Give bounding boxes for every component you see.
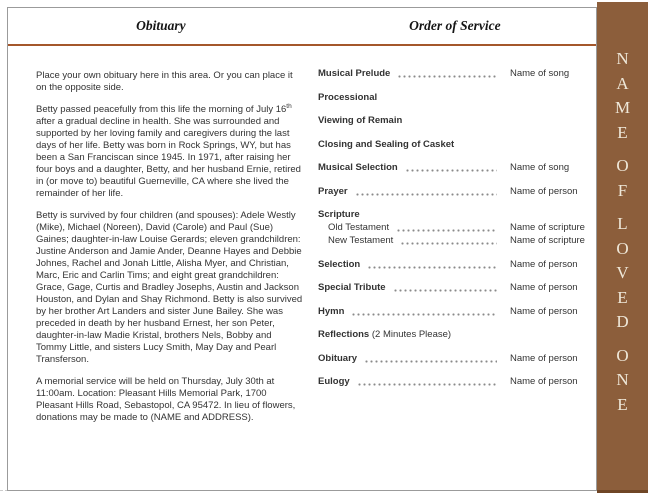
sidebar-letter: N: [616, 49, 629, 68]
dotted-leader: [396, 221, 497, 232]
order-item-prayer: [318, 184, 596, 197]
order-item-new-testament: [318, 233, 596, 246]
name-of-loved-one-sidebar: [597, 2, 648, 493]
order-item-value: Name of person: [510, 376, 578, 387]
order-item-scripture: [318, 207, 596, 220]
order-item-special-tribute: [318, 280, 596, 293]
order-item-hymn: [318, 304, 596, 317]
obituary-section-title: Obituary: [136, 18, 186, 33]
obituary-paragraph-placeholder: Place your own obituary here in this area. Or you can place it on the opposite side.: [36, 70, 293, 93]
program-page: [7, 7, 597, 491]
dotted-leader: [400, 234, 497, 245]
sidebar-letter: A: [616, 73, 629, 93]
sidebar-letter: N: [616, 370, 629, 389]
sidebar-letter: O: [616, 156, 629, 175]
order-of-service-section-title: Order of Service: [409, 18, 501, 33]
order-item-obituary: [318, 351, 596, 364]
order-item-old-testament: [318, 220, 596, 233]
order-item-label: Hymn: [318, 305, 345, 317]
dotted-leader: [367, 258, 497, 269]
sidebar-letter: L: [617, 214, 628, 233]
order-item-closing-and-sealing-of-casket: [318, 137, 596, 150]
order-item-processional: [318, 90, 596, 103]
dotted-leader: [397, 67, 497, 78]
sidebar-word: [616, 154, 628, 203]
sidebar-letter: V: [616, 263, 629, 282]
sidebar-word: [615, 47, 630, 145]
ordinal-suffix-superscript: th: [286, 102, 292, 110]
order-item-selection: [318, 257, 596, 270]
order-item-value: Name of person: [510, 258, 578, 270]
sidebar-word: [616, 212, 628, 335]
dotted-leader: [405, 161, 497, 172]
order-item-value: Name of person: [510, 305, 578, 317]
order-item-label: Closing and Sealing of Casket: [318, 138, 455, 150]
sidebar-letter: E: [617, 287, 628, 307]
order-item-label: Musical Selection: [318, 162, 398, 173]
order-item-musical-selection: [318, 160, 596, 173]
order-item-musical-prelude: [318, 66, 596, 79]
order-item-value: Name of scripture: [510, 222, 585, 233]
order-item-label: Musical Prelude: [318, 68, 391, 79]
life-story-text-rest: after a gradual decline in health. She was surrounded and supported by her loving family and caregivers during the last days of her life. Betty was born in Rock Springs, WY, but has been a San Franciscan since 1945. In 1971, after raising her four boys and a daughter, Betty, and her husband Ernie, retired in (or move to) beautiful Guerneville, CA where she lived the remainder of her life.: [36, 116, 301, 199]
dotted-leader: [351, 305, 497, 316]
order-item-label: Processional: [318, 91, 378, 103]
page-content: [8, 46, 596, 434]
order-item-label: Special Tribute: [318, 282, 386, 293]
obituary-paragraph-life-story: [36, 104, 304, 200]
order-item-eulogy: [318, 374, 596, 387]
sidebar-letter: E: [617, 394, 628, 414]
sidebar-letter: O: [616, 345, 629, 365]
order-item-reflections: [318, 327, 596, 340]
sidebar-letter: F: [617, 180, 628, 200]
sidebar-letter: O: [616, 238, 629, 258]
order-of-service-list: [318, 46, 596, 434]
sidebar-letter: D: [616, 312, 629, 331]
order-item-viewing-of-remain: [318, 113, 596, 126]
life-story-text-start: Betty passed peacefully from this life the morning of July 16: [36, 104, 287, 115]
order-item-label: Old Testament: [328, 222, 390, 233]
order-item-value: Name of person: [510, 282, 578, 293]
obituary-text-block: [8, 46, 304, 434]
page-header: [8, 8, 596, 46]
order-item-value: Name of person: [510, 185, 578, 197]
order-item-label: Obituary: [318, 352, 358, 364]
dotted-leader: [393, 281, 497, 292]
order-item-label: New Testament: [328, 235, 394, 246]
order-item-label: Prayer: [318, 185, 348, 197]
obituary-paragraph-survivors: Betty is survived by four children (and spouses): Adele Westly (Mike), Michael (Noreen), David (Carole) and Paul (Sue) Gaines; daughter-in-law Louise Gerards; eleven grandchildren: Justine Anderson and Jamie Ander, Deanne Hayes and Debbie Johnes, Rachel and Jonah Little, Alisha Myer, and Christian, Marc, Eric and Carlin Tims; and eight great grandchildren: Grace, Gage, Curtis and Bradley Josephs, Austin and Jackson Houston, and Dylan and Shay Richmond. Betty is also survived by her brother Art Landers and sister June Bailey. She was preceded in death by her husband Ernest, her son Peter, daughter-in-law Madie Kristal, brothers Nels, Bobby and Tommy Little, and sisters Lucy Smith, May Day and Pearl Transferson.: [36, 210, 303, 365]
obituary-paragraph-memorial-service: A memorial service will be held on Thursday, July 30th at 11:00am. Location: Pleasant Hills Memorial Park, 1700 Pleasant Hills Road, Sebastopol, CA 95472. In lieu of flowers, donations may be made to (NAME and ADDRESS).: [36, 376, 296, 423]
dotted-leader: [355, 185, 497, 196]
order-item-value: Name of song: [510, 162, 570, 173]
dotted-leader: [357, 375, 497, 386]
order-item-value: Name of song: [510, 68, 570, 79]
sidebar-letter: M: [614, 98, 631, 117]
order-item-label: Eulogy: [318, 376, 350, 387]
dotted-leader: [364, 352, 497, 363]
order-item-label: Selection: [318, 258, 361, 270]
order-item-value: Name of person: [510, 352, 578, 364]
order-item-label: Scripture: [318, 209, 360, 220]
order-item-label: Reflections: [318, 329, 370, 340]
sidebar-letter: E: [617, 122, 628, 142]
order-item-value: Name of scripture: [510, 235, 585, 246]
order-item-note: (2 Minutes Please): [369, 329, 452, 340]
sidebar-word: [616, 344, 628, 418]
order-item-label: Viewing of Remain: [318, 115, 403, 126]
